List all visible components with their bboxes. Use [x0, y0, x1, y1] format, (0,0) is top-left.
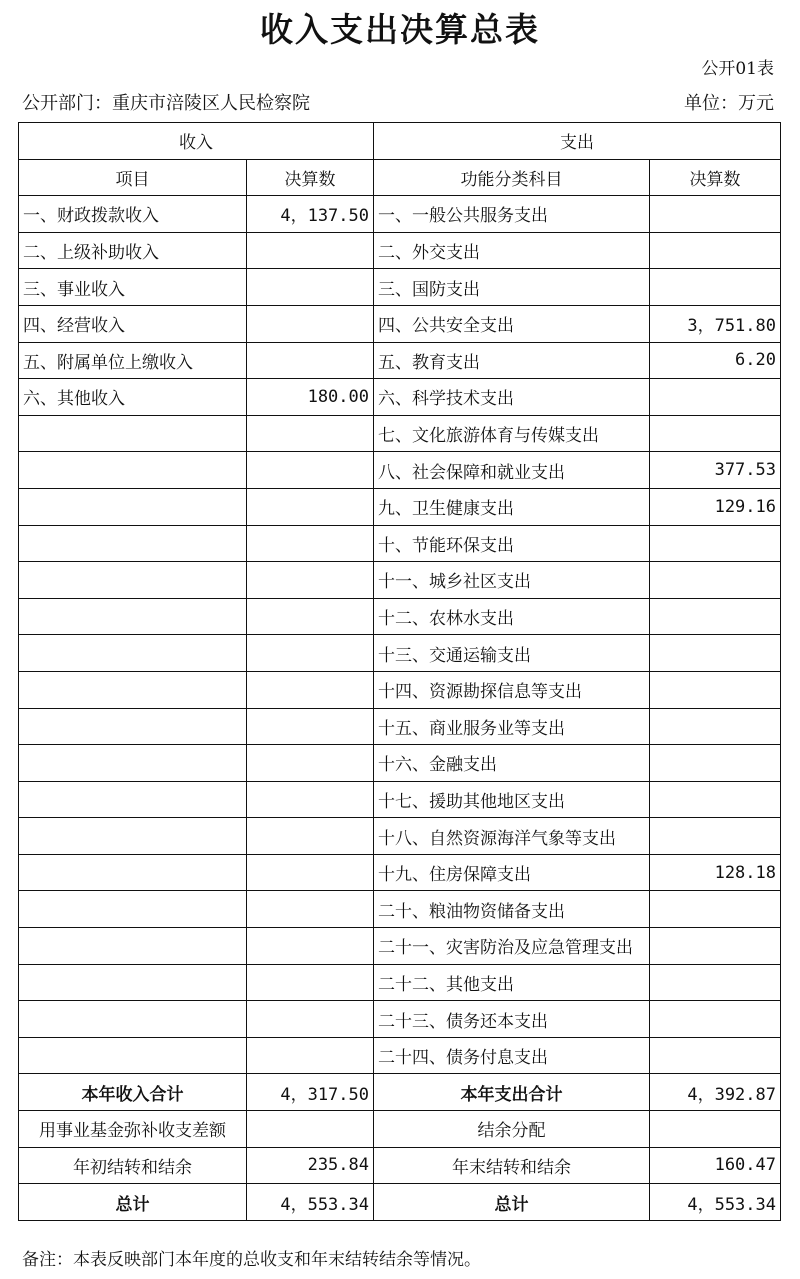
income-item-label	[19, 891, 247, 928]
summary-row	[19, 1074, 781, 1111]
income-item-value: 4，137.50	[247, 196, 374, 233]
summary-expense-label: 总计	[374, 1184, 650, 1221]
footnote: 备注：本表反映部门本年度的总收支和年末结转结余等情况。	[22, 1250, 481, 1270]
income-item-value	[247, 891, 374, 928]
income-item-label	[19, 708, 247, 745]
expense-item-label: 七、文化旅游体育与传媒支出	[374, 415, 650, 452]
expense-item-value	[650, 928, 781, 965]
income-item-value	[247, 964, 374, 1001]
table-row	[19, 781, 781, 818]
expense-item-label: 四、公共安全支出	[374, 305, 650, 342]
summary-income-label: 本年收入合计	[19, 1074, 247, 1111]
expense-item-label: 三、国防支出	[374, 269, 650, 306]
income-item-label	[19, 671, 247, 708]
expense-item-label: 六、科学技术支出	[374, 379, 650, 416]
expense-item-label: 二十三、债务还本支出	[374, 1001, 650, 1038]
expense-item-label: 二十二、其他支出	[374, 964, 650, 1001]
expense-item-value	[650, 379, 781, 416]
income-item-value	[247, 415, 374, 452]
expense-item-label: 十六、金融支出	[374, 745, 650, 782]
income-item-value	[247, 598, 374, 635]
income-item-label	[19, 781, 247, 818]
income-item-value	[247, 671, 374, 708]
expense-item-label: 二十一、灾害防治及应急管理支出	[374, 928, 650, 965]
income-item-value	[247, 562, 374, 599]
income-item-label	[19, 745, 247, 782]
expense-item-value	[650, 196, 781, 233]
income-item-value	[247, 305, 374, 342]
expense-group-header: 支出	[374, 123, 781, 160]
table-row	[19, 635, 781, 672]
expense-item-label: 十、节能环保支出	[374, 525, 650, 562]
table-row	[19, 415, 781, 452]
expense-item-label: 十八、自然资源海洋气象等支出	[374, 818, 650, 855]
table-row	[19, 379, 781, 416]
expense-item-value	[650, 818, 781, 855]
expense-amount-column-header: 决算数	[650, 159, 781, 196]
income-item-value	[247, 488, 374, 525]
expense-item-value	[650, 525, 781, 562]
expense-item-value	[650, 671, 781, 708]
expense-item-value	[650, 598, 781, 635]
income-item-value	[247, 635, 374, 672]
summary-income-value	[247, 1111, 374, 1148]
income-item-value	[247, 452, 374, 489]
expense-item-value	[650, 1037, 781, 1074]
expense-item-value: 6.20	[650, 342, 781, 379]
department-label: 公开部门：重庆市涪陵区人民检察院	[22, 93, 310, 114]
income-item-label	[19, 415, 247, 452]
income-item-value	[247, 232, 374, 269]
expense-item-value	[650, 781, 781, 818]
table-row	[19, 269, 781, 306]
income-item-value	[247, 525, 374, 562]
table-row	[19, 562, 781, 599]
table-row	[19, 745, 781, 782]
income-item-label	[19, 1037, 247, 1074]
expense-item-label: 八、社会保障和就业支出	[374, 452, 650, 489]
summary-expense-value: 4，392.87	[650, 1074, 781, 1111]
expense-item-label: 一、一般公共服务支出	[374, 196, 650, 233]
expense-item-label: 十五、商业服务业等支出	[374, 708, 650, 745]
summary-income-value: 4，317.50	[247, 1074, 374, 1111]
income-item-value: 180.00	[247, 379, 374, 416]
expense-item-label: 十七、援助其他地区支出	[374, 781, 650, 818]
table-row	[19, 671, 781, 708]
income-amount-column-header: 决算数	[247, 159, 374, 196]
expense-item-value	[650, 891, 781, 928]
expense-item-label: 十二、农林水支出	[374, 598, 650, 635]
income-item-value	[247, 1001, 374, 1038]
income-item-label: 六、其他收入	[19, 379, 247, 416]
summary-expense-value: 160.47	[650, 1147, 781, 1184]
income-item-value	[247, 818, 374, 855]
item-column-header: 项目	[19, 159, 247, 196]
table-row	[19, 818, 781, 855]
summary-expense-label: 年末结转和结余	[374, 1147, 650, 1184]
expense-item-value	[650, 708, 781, 745]
income-item-value	[247, 854, 374, 891]
expense-item-label: 二十、粮油物资储备支出	[374, 891, 650, 928]
expense-item-label: 五、教育支出	[374, 342, 650, 379]
table-row	[19, 232, 781, 269]
income-item-label	[19, 1001, 247, 1038]
table-row	[19, 964, 781, 1001]
income-item-value	[247, 342, 374, 379]
income-item-value	[247, 781, 374, 818]
page-title: 收入支出决算总表	[260, 10, 540, 49]
expense-item-label: 二、外交支出	[374, 232, 650, 269]
income-item-label: 四、经营收入	[19, 305, 247, 342]
expense-item-label: 十四、资源勘探信息等支出	[374, 671, 650, 708]
expense-item-label: 十三、交通运输支出	[374, 635, 650, 672]
expense-item-value	[650, 232, 781, 269]
income-item-value	[247, 708, 374, 745]
table-header-row-groups	[19, 123, 781, 160]
table-row	[19, 891, 781, 928]
expense-item-value	[650, 415, 781, 452]
income-item-label	[19, 562, 247, 599]
table-body	[19, 123, 781, 1221]
expense-item-value	[650, 562, 781, 599]
expense-item-value	[650, 1001, 781, 1038]
expense-item-value	[650, 745, 781, 782]
income-item-label	[19, 488, 247, 525]
expense-item-label: 十九、住房保障支出	[374, 854, 650, 891]
table-header-row-columns	[19, 159, 781, 196]
table-row	[19, 452, 781, 489]
summary-income-label: 总计	[19, 1184, 247, 1221]
summary-income-label: 用事业基金弥补收支差额	[19, 1111, 247, 1148]
income-item-value	[247, 269, 374, 306]
income-group-header: 收入	[19, 123, 374, 160]
table-row	[19, 708, 781, 745]
income-item-label: 三、事业收入	[19, 269, 247, 306]
income-item-label	[19, 525, 247, 562]
table-row	[19, 196, 781, 233]
table-row	[19, 598, 781, 635]
income-item-label	[19, 928, 247, 965]
income-item-label	[19, 635, 247, 672]
income-item-value	[247, 928, 374, 965]
table-row	[19, 488, 781, 525]
table-row	[19, 1001, 781, 1038]
table-row	[19, 854, 781, 891]
table-row	[19, 525, 781, 562]
table-row	[19, 305, 781, 342]
expense-item-value: 377.53	[650, 452, 781, 489]
table-row	[19, 928, 781, 965]
expense-item-value: 3，751.80	[650, 305, 781, 342]
summary-income-value: 4，553.34	[247, 1184, 374, 1221]
income-item-label: 一、财政拨款收入	[19, 196, 247, 233]
summary-expense-label: 本年支出合计	[374, 1074, 650, 1111]
income-item-label	[19, 818, 247, 855]
summary-row	[19, 1184, 781, 1221]
expense-item-value	[650, 964, 781, 1001]
income-item-label	[19, 854, 247, 891]
income-item-value	[247, 1037, 374, 1074]
unit-label: 单位：万元	[684, 93, 774, 114]
budget-table	[18, 122, 781, 1221]
income-item-label	[19, 452, 247, 489]
summary-expense-value: 4，553.34	[650, 1184, 781, 1221]
expense-item-label: 二十四、债务付息支出	[374, 1037, 650, 1074]
income-item-label	[19, 964, 247, 1001]
expense-item-value	[650, 269, 781, 306]
income-item-label	[19, 598, 247, 635]
form-code: 公开01表	[701, 59, 774, 79]
summary-row	[19, 1147, 781, 1184]
expense-item-label: 九、卫生健康支出	[374, 488, 650, 525]
expense-item-value: 129.16	[650, 488, 781, 525]
category-column-header: 功能分类科目	[374, 159, 650, 196]
income-item-label: 二、上级补助收入	[19, 232, 247, 269]
income-item-label: 五、附属单位上缴收入	[19, 342, 247, 379]
income-item-value	[247, 745, 374, 782]
summary-income-label: 年初结转和结余	[19, 1147, 247, 1184]
summary-expense-value	[650, 1111, 781, 1148]
table-row	[19, 342, 781, 379]
expense-item-value	[650, 635, 781, 672]
expense-item-value: 128.18	[650, 854, 781, 891]
summary-expense-label: 结余分配	[374, 1111, 650, 1148]
table-row	[19, 1037, 781, 1074]
summary-row	[19, 1111, 781, 1148]
summary-income-value: 235.84	[247, 1147, 374, 1184]
expense-item-label: 十一、城乡社区支出	[374, 562, 650, 599]
